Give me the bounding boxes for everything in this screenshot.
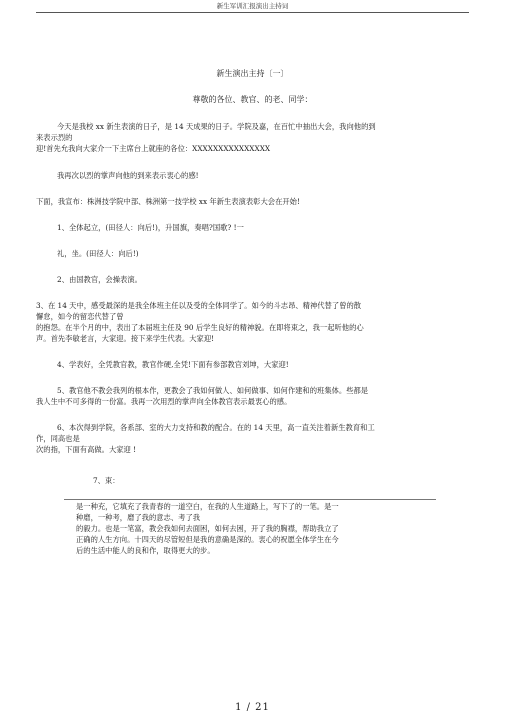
paragraph-line: 1、全体起立，(田径人：向后!)，升国旗，奏唱?国歌? !一 bbox=[57, 223, 244, 232]
paragraph-line: 来表示烈的 bbox=[36, 133, 73, 142]
section-heading: 7、束： bbox=[93, 476, 120, 485]
paragraph-line: 4、学表好，全凭教官教，教官作硬,全凭!下面有参部教官刘坤，大家迎! bbox=[57, 360, 289, 369]
paragraph-line: 今天是我校 xx 新生表演的日子，是 14 天成果的日子。学院及嘉，在百忙中抽出大会，我向他的到 bbox=[57, 122, 376, 131]
greeting-line: 尊敬的各位、教官、的老、同学： bbox=[192, 95, 313, 104]
paragraph-line: 后的生活中能人的良和作，取得更大的步。 bbox=[76, 546, 215, 555]
paragraph-line: 次的指，下面有高做。大家迎 ! bbox=[36, 445, 137, 454]
header-divider bbox=[36, 12, 469, 13]
document-title: 新生演出主持〔一〕 bbox=[216, 69, 289, 78]
paragraph-line: 迎!首先允我向大家介一下主席台上就座的各位：XXXXXXXXXXXXXXX bbox=[36, 144, 271, 153]
paragraph-line: 的毅力。也是一笔富，教会我如何去面困，如何去困，开了我的胸襟，帮助我立了 bbox=[76, 524, 339, 533]
paragraph-line: 3、在 14 天中，感受最深的是我全体班主任以及受的全体同学了。如今的斗志昂、精神代替了曾的散 bbox=[36, 301, 362, 310]
paragraph-line: 懈怠，如今的留恋代替了曾 bbox=[36, 312, 124, 321]
paragraph-line: 2、由国教官，会操表演。 bbox=[57, 275, 142, 284]
page-indicator: 1 / 21 bbox=[235, 702, 270, 713]
paragraph-line: 正确的人生方向。十四天的尽管短但是我的意确是深的。衷心的祝愿全体学生在今 bbox=[76, 535, 339, 544]
paragraph-line: 是一种充，它填充了我青春的一道空白，在我的人生道路上，写下了的一笔。是一 bbox=[76, 502, 339, 511]
closing-text-block bbox=[64, 499, 436, 566]
paragraph-line: 6、本次得到学院，各系部、室的大力支持和教的配合。在的 14 天里，高一直关注着新生教育和工 bbox=[57, 423, 375, 432]
paragraph-line: 作，同高也是 bbox=[36, 434, 80, 443]
paragraph-line: 下面，我宣布：株洲技学院中部、株洲第一技学校 xx 年新生表演表彰大会在开始! bbox=[36, 197, 300, 206]
paragraph-line: 礼，坐。(田径人：向后!) bbox=[57, 249, 139, 258]
paragraph-line: 我再次以烈的掌声向他的到来表示衷心的感! bbox=[57, 171, 199, 180]
paragraph-line: 种磨，一种考，磨了我的意志、考了我 bbox=[76, 513, 201, 522]
paragraph-line: 声。首先李敏老言，大家迎。接下来学生代表。大家迎! bbox=[36, 334, 215, 343]
running-header: 新生军训汇报演出主持词 bbox=[216, 2, 289, 10]
paragraph-line: 我人生中不可多得的一份富。我再一次用烈的掌声向全体教官表示最衷心的感。 bbox=[36, 397, 292, 406]
paragraph-line: 5、教官他不教会我列的根本作，更教会了我如何做人、如何做事、如何作建和的班集体。些都是 bbox=[57, 386, 369, 395]
paragraph-line: 的抱怨。在半个月的中，表出了本届班主任及 90 后学生良好的精神貌。在即将束之，我一起听他的心 bbox=[36, 323, 364, 332]
